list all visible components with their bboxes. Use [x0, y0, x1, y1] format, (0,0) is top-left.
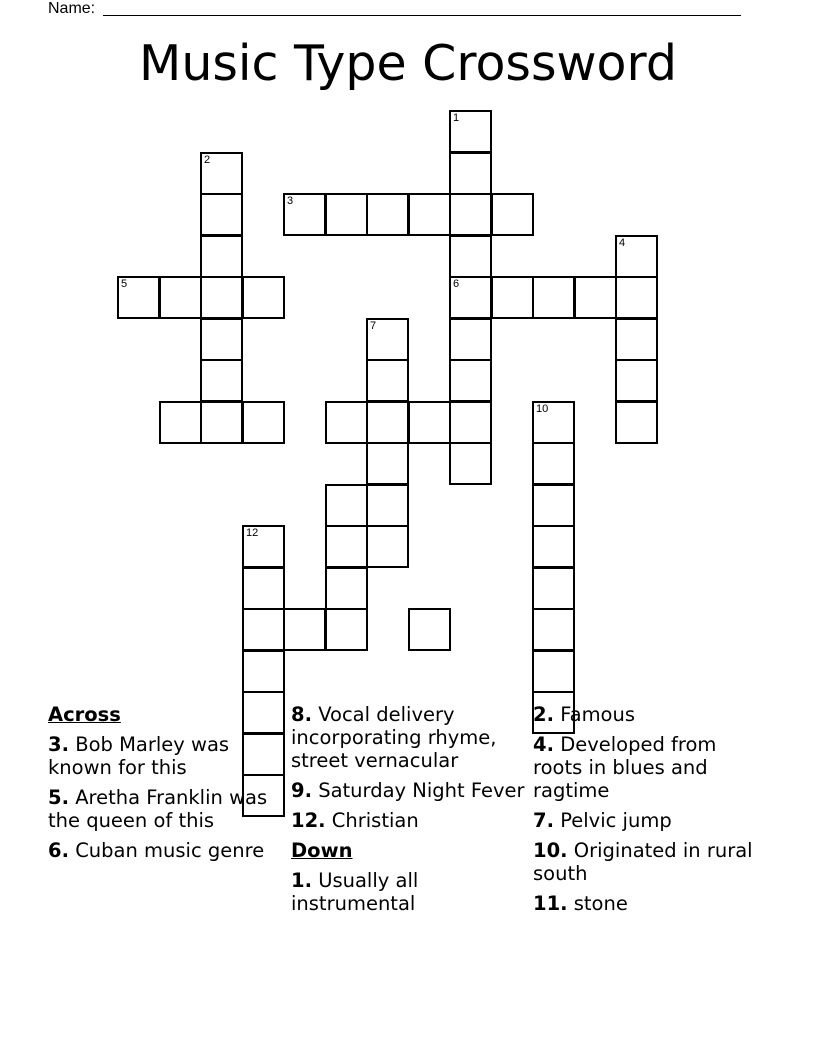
grid-cell[interactable]	[366, 442, 409, 485]
grid-cell[interactable]	[242, 276, 285, 319]
grid-cell[interactable]	[449, 152, 492, 195]
clue-down-11	[533, 892, 768, 915]
clue-number: 9.	[291, 779, 312, 802]
clue-number-label: 10	[536, 403, 549, 415]
grid-cell[interactable]	[159, 401, 202, 444]
grid-cell[interactable]	[449, 442, 492, 485]
grid-cell[interactable]	[242, 608, 285, 651]
clue-number-label: 12	[246, 527, 259, 539]
clue-number-label: 3	[287, 195, 294, 207]
grid-cell[interactable]	[532, 567, 575, 610]
grid-cell[interactable]	[325, 401, 368, 444]
grid-cell[interactable]	[283, 608, 326, 651]
clues-column-1	[48, 703, 283, 869]
clue-number-label: 7	[370, 320, 377, 332]
grid-cell[interactable]	[283, 193, 326, 236]
clue-number: 8.	[291, 703, 312, 726]
clues-column-2	[291, 703, 526, 922]
grid-cell[interactable]	[532, 650, 575, 693]
grid-cell[interactable]	[325, 567, 368, 610]
clue-across-5	[48, 786, 283, 832]
grid-cell[interactable]	[491, 276, 534, 319]
grid-cell[interactable]	[615, 318, 658, 361]
clue-number-label: 6	[453, 278, 460, 290]
page-title: Music Type Crossword	[139, 35, 677, 92]
clues-column-3	[533, 703, 768, 922]
clue-number: 11.	[533, 892, 568, 915]
clue-number-label: 1	[453, 112, 460, 124]
grid-cell[interactable]	[532, 608, 575, 651]
across-heading: Across	[48, 703, 121, 726]
grid-cell[interactable]	[117, 276, 160, 319]
grid-cell[interactable]	[366, 401, 409, 444]
grid-cell[interactable]	[200, 318, 243, 361]
clue-text: Vocal delivery incorporating rhyme, street vernacular	[291, 703, 497, 772]
grid-cell[interactable]	[408, 193, 451, 236]
grid-cell[interactable]	[532, 442, 575, 485]
clue-text: Developed from roots in blues and ragtime	[533, 733, 717, 802]
grid-cell[interactable]	[325, 484, 368, 527]
clue-number: 4.	[533, 733, 554, 756]
grid-cell[interactable]	[325, 193, 368, 236]
clue-down-1	[291, 869, 526, 915]
clue-text: Originated in rural south	[533, 839, 753, 885]
clue-number: 10.	[533, 839, 568, 862]
clue-text: Saturday Night Fever	[318, 779, 525, 802]
grid-cell[interactable]	[532, 276, 575, 319]
grid-cell[interactable]	[200, 359, 243, 402]
clue-across-6	[48, 839, 283, 862]
grid-cell[interactable]	[159, 276, 202, 319]
grid-cell[interactable]	[242, 525, 285, 568]
grid-cell[interactable]	[325, 608, 368, 651]
clue-number-label: 5	[121, 278, 128, 290]
clue-number: 5.	[48, 786, 69, 809]
clue-text: Usually all instrumental	[291, 869, 419, 915]
clue-text: Cuban music genre	[75, 839, 265, 862]
clue-across-8	[291, 703, 526, 772]
grid-cell[interactable]	[615, 235, 658, 278]
grid-cell[interactable]	[449, 193, 492, 236]
grid-cell[interactable]	[449, 359, 492, 402]
grid-cell[interactable]	[532, 484, 575, 527]
grid-cell[interactable]	[449, 276, 492, 319]
grid-cell[interactable]	[242, 650, 285, 693]
down-heading: Down	[291, 839, 353, 862]
clue-text: Famous	[560, 703, 636, 726]
grid-cell[interactable]	[615, 276, 658, 319]
grid-cell[interactable]	[449, 110, 492, 153]
clue-number-label: 2	[204, 154, 211, 166]
clue-across-3	[48, 733, 283, 779]
clue-number: 12.	[291, 809, 326, 832]
grid-cell[interactable]	[242, 567, 285, 610]
grid-cell[interactable]	[200, 235, 243, 278]
grid-cell[interactable]	[574, 276, 617, 319]
grid-cell[interactable]	[449, 401, 492, 444]
grid-cell[interactable]	[200, 401, 243, 444]
clue-number: 3.	[48, 733, 69, 756]
clue-text: Aretha Franklin was the queen of this	[48, 786, 268, 832]
clue-number: 7.	[533, 809, 554, 832]
clue-number: 1.	[291, 869, 312, 892]
grid-cell[interactable]	[408, 608, 451, 651]
clue-down-4	[533, 733, 768, 802]
clue-across-9	[291, 779, 526, 802]
grid-cell[interactable]	[366, 525, 409, 568]
grid-cell[interactable]	[449, 318, 492, 361]
grid-cell[interactable]	[408, 401, 451, 444]
grid-cell[interactable]	[491, 193, 534, 236]
grid-cell[interactable]	[615, 401, 658, 444]
clue-down-7	[533, 809, 768, 832]
clue-number: 2.	[533, 703, 554, 726]
grid-cell[interactable]	[325, 525, 368, 568]
grid-cell[interactable]	[532, 525, 575, 568]
grid-cell[interactable]	[366, 484, 409, 527]
grid-cell[interactable]	[200, 276, 243, 319]
grid-cell[interactable]	[200, 152, 243, 195]
grid-cell[interactable]	[366, 318, 409, 361]
grid-cell[interactable]	[615, 359, 658, 402]
grid-cell[interactable]	[242, 401, 285, 444]
clue-text: Bob Marley was known for this	[48, 733, 230, 779]
grid-cell[interactable]	[449, 235, 492, 278]
grid-cell[interactable]	[366, 193, 409, 236]
grid-cell[interactable]	[200, 193, 243, 236]
clue-across-12	[291, 809, 526, 832]
clue-down-2	[533, 703, 768, 726]
clue-text: stone	[573, 892, 628, 915]
grid-cell[interactable]	[366, 359, 409, 402]
grid-cell[interactable]	[532, 401, 575, 444]
clue-number-label: 4	[619, 237, 626, 249]
clue-number: 6.	[48, 839, 69, 862]
clue-text: Pelvic jump	[560, 809, 672, 832]
clue-text: Christian	[331, 809, 419, 832]
name-label: Name:	[48, 0, 96, 17]
clue-down-10	[533, 839, 768, 885]
